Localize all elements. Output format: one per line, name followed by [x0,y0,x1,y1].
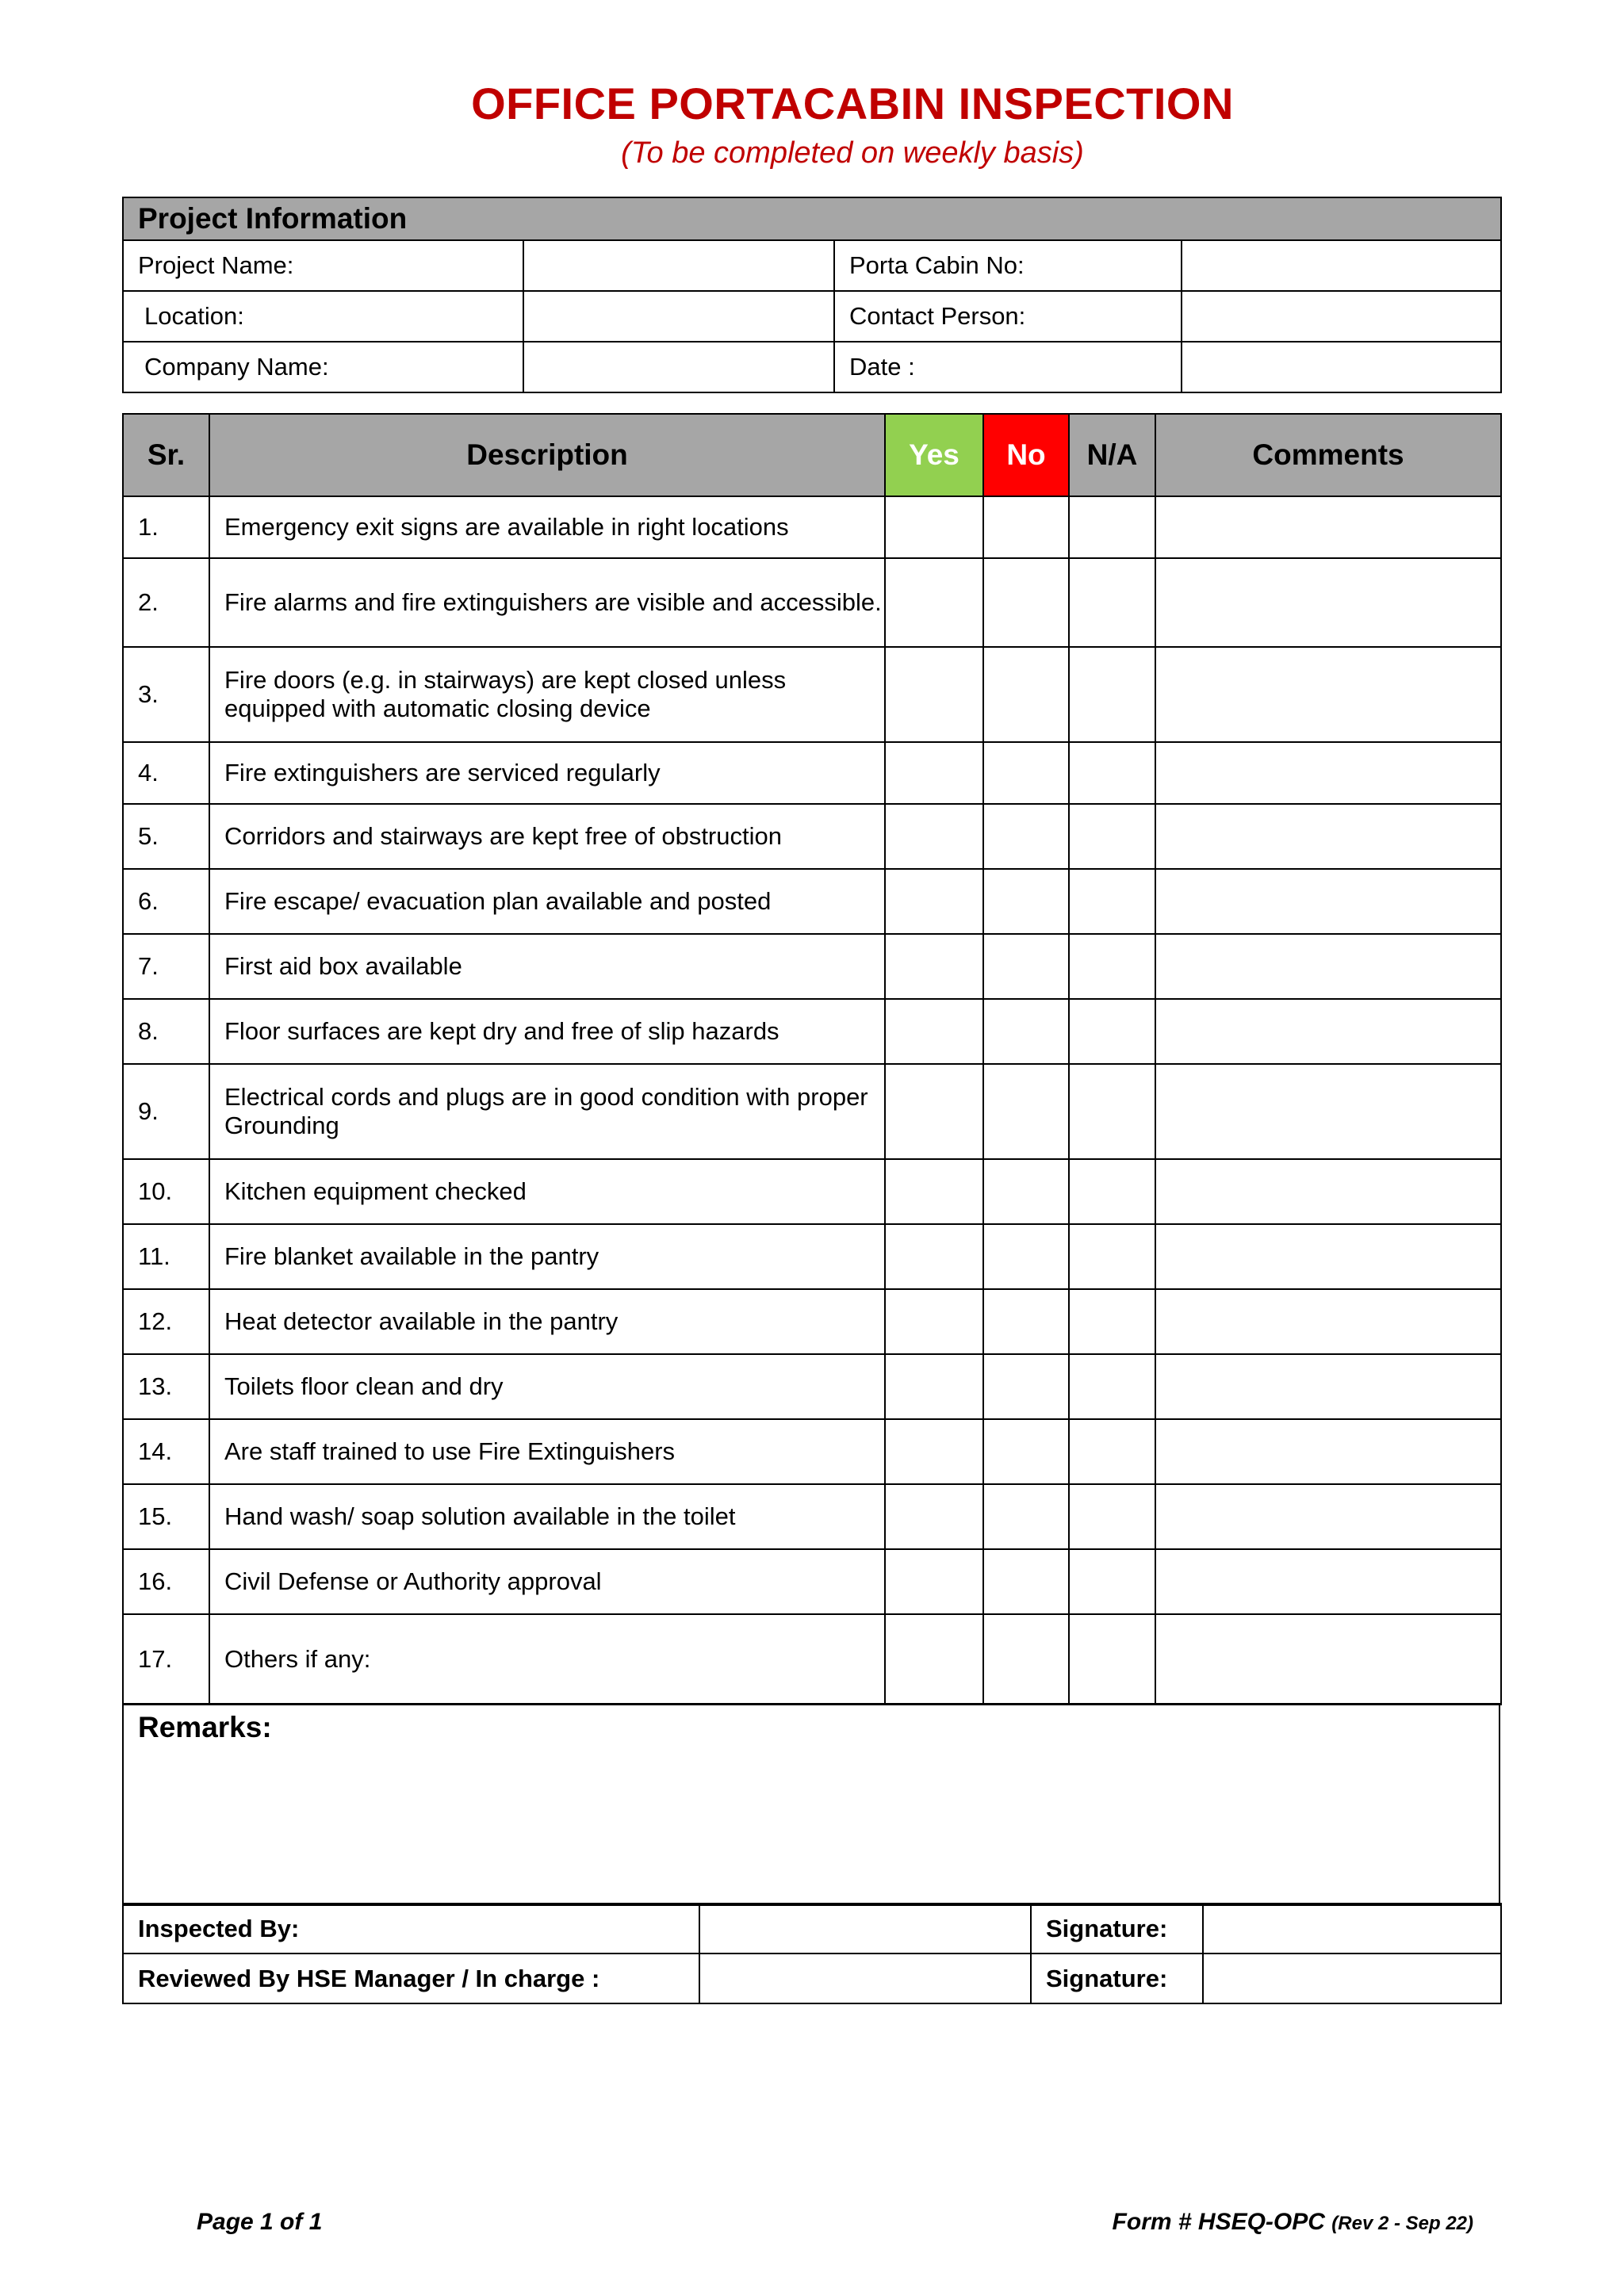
row-description: Corridors and stairways are kept free of obstruction [209,804,885,869]
comments-cell[interactable] [1155,804,1501,869]
column-header-comments: Comments [1155,414,1501,496]
row-description: Fire escape/ evacuation plan available and posted [209,869,885,934]
table-row [123,869,1501,934]
table-row [123,1549,1501,1614]
na-cell[interactable] [1069,999,1155,1064]
yes-cell[interactable] [885,1224,983,1289]
na-cell[interactable] [1069,869,1155,934]
row-description: Kitchen equipment checked [209,1159,885,1224]
no-cell[interactable] [983,1549,1069,1614]
row-number: 6. [123,869,209,934]
remarks-box [122,1703,1500,1906]
no-cell[interactable] [983,1159,1069,1224]
na-cell[interactable] [1069,1484,1155,1549]
no-cell[interactable] [983,869,1069,934]
yes-cell[interactable] [885,804,983,869]
row-number: 2. [123,558,209,647]
contact-person-field[interactable] [1182,291,1501,342]
na-cell[interactable] [1069,1159,1155,1224]
yes-cell[interactable] [885,1354,983,1419]
form-number [1113,2209,1473,2236]
row-description: Fire blanket available in the pantry [209,1224,885,1289]
column-header-na: N/A [1069,414,1155,496]
contact-person-label: Contact Person: [834,291,1182,342]
project-info-heading: Project Information [123,197,1501,240]
comments-cell[interactable] [1155,934,1501,999]
row-number: 13. [123,1354,209,1419]
table-row [123,1354,1501,1419]
comments-cell[interactable] [1155,1419,1501,1484]
yes-cell[interactable] [885,1159,983,1224]
no-cell[interactable] [983,558,1069,647]
no-cell[interactable] [983,1354,1069,1419]
row-number: 15. [123,1484,209,1549]
table-row [123,934,1501,999]
table-row [123,1224,1501,1289]
na-cell[interactable] [1069,804,1155,869]
reviewed-by-label: Reviewed By HSE Manager / In charge : [123,1954,699,2003]
company-name-label: Company Name: [123,342,523,392]
reviewer-signature-field[interactable] [1203,1954,1501,2003]
project-name-label: Project Name: [123,240,523,291]
na-cell[interactable] [1069,496,1155,558]
table-row [123,1289,1501,1354]
yes-cell[interactable] [885,999,983,1064]
comments-cell[interactable] [1155,558,1501,647]
reviewer-signature-label: Signature: [1031,1954,1203,2003]
comments-cell[interactable] [1155,647,1501,742]
yes-cell[interactable] [885,496,983,558]
no-cell[interactable] [983,934,1069,999]
row-description: Emergency exit signs are available in right locations [209,496,885,558]
comments-cell[interactable] [1155,496,1501,558]
porta-cabin-label: Porta Cabin No: [834,240,1182,291]
comments-cell[interactable] [1155,1614,1501,1705]
project-info-table [122,197,1502,393]
na-cell[interactable] [1069,1614,1155,1705]
column-header-description: Description [209,414,885,496]
row-number: 3. [123,647,209,742]
form-revision: (Rev 2 - Sep 22) [1331,2213,1473,2234]
na-cell[interactable] [1069,647,1155,742]
comments-cell[interactable] [1155,1159,1501,1224]
no-cell[interactable] [983,1419,1069,1484]
table-row [123,1484,1501,1549]
table-row [123,804,1501,869]
comments-cell[interactable] [1155,1354,1501,1419]
row-description: Electrical cords and plugs are in good condition with proper Grounding [209,1064,885,1159]
company-name-field[interactable] [523,342,834,392]
yes-cell[interactable] [885,1419,983,1484]
no-cell[interactable] [983,1064,1069,1159]
row-number: 4. [123,742,209,804]
row-number: 14. [123,1419,209,1484]
row-number: 9. [123,1064,209,1159]
table-row [123,999,1501,1064]
na-cell[interactable] [1069,1289,1155,1354]
row-description: Fire doors (e.g. in stairways) are kept closed unless equipped with automatic closing device [209,647,885,742]
table-row [123,1419,1501,1484]
yes-cell[interactable] [885,1289,983,1354]
na-cell[interactable] [1069,1354,1155,1419]
reviewed-by-field[interactable] [699,1954,1031,2003]
row-description: Civil Defense or Authority approval [209,1549,885,1614]
yes-cell[interactable] [885,1549,983,1614]
row-number: 7. [123,934,209,999]
yes-cell[interactable] [885,558,983,647]
checklist-table [122,413,1502,1705]
yes-cell[interactable] [885,1484,983,1549]
na-cell[interactable] [1069,1419,1155,1484]
no-cell[interactable] [983,1484,1069,1549]
table-row [123,742,1501,804]
row-description: First aid box available [209,934,885,999]
row-description: Are staff trained to use Fire Extinguishers [209,1419,885,1484]
form-code: Form # HSEQ-OPC [1112,2209,1325,2235]
row-description: Floor surfaces are kept dry and free of slip hazards [209,999,885,1064]
form-subtitle: (To be completed on weekly basis) [621,136,1084,170]
na-cell[interactable] [1069,934,1155,999]
table-row [123,1614,1501,1705]
location-field[interactable] [523,291,834,342]
row-description: Hand wash/ soap solution available in the toilet [209,1484,885,1549]
inspected-by-field[interactable] [699,1904,1031,1954]
no-cell[interactable] [983,742,1069,804]
table-row [123,496,1501,558]
na-cell[interactable] [1069,1064,1155,1159]
yes-cell[interactable] [885,869,983,934]
comments-cell[interactable] [1155,1064,1501,1159]
form-title: OFFICE PORTACABIN INSPECTION [471,78,1234,128]
na-cell[interactable] [1069,558,1155,647]
signoff-table [122,1903,1502,2004]
row-description: Fire alarms and fire extinguishers are visible and accessible. [209,558,885,647]
comments-cell[interactable] [1155,999,1501,1064]
row-number: 8. [123,999,209,1064]
row-description: Fire extinguishers are serviced regularly [209,742,885,804]
row-description: Heat detector available in the pantry [209,1289,885,1354]
yes-cell[interactable] [885,647,983,742]
yes-cell[interactable] [885,742,983,804]
comments-cell[interactable] [1155,869,1501,934]
checklist-body [123,496,1501,1705]
no-cell[interactable] [983,496,1069,558]
na-cell[interactable] [1069,742,1155,804]
no-cell[interactable] [983,647,1069,742]
no-cell[interactable] [983,804,1069,869]
row-description: Others if any: [209,1614,885,1705]
date-field[interactable] [1182,342,1501,392]
no-cell[interactable] [983,1224,1069,1289]
comments-cell[interactable] [1155,1224,1501,1289]
porta-cabin-field[interactable] [1182,240,1501,291]
row-number: 11. [123,1224,209,1289]
inspector-signature-label: Signature: [1031,1904,1203,1954]
yes-cell[interactable] [885,934,983,999]
table-row [123,647,1501,742]
na-cell[interactable] [1069,1549,1155,1614]
row-number: 5. [123,804,209,869]
comments-cell[interactable] [1155,1289,1501,1354]
row-number: 12. [123,1289,209,1354]
location-label: Location: [123,291,523,342]
page-number: Page 1 of 1 [197,2209,323,2235]
row-number: 16. [123,1549,209,1614]
yes-cell[interactable] [885,1614,983,1705]
comments-cell[interactable] [1155,1484,1501,1549]
no-cell[interactable] [983,999,1069,1064]
table-row [123,558,1501,647]
column-header-no: No [983,414,1069,496]
row-number: 1. [123,496,209,558]
comments-cell[interactable] [1155,742,1501,804]
date-label: Date : [834,342,1182,392]
remarks-label: Remarks: [138,1711,272,1743]
project-name-field[interactable] [523,240,834,291]
row-description: Toilets floor clean and dry [209,1354,885,1419]
column-header-yes: Yes [885,414,983,496]
na-cell[interactable] [1069,1224,1155,1289]
row-number: 10. [123,1159,209,1224]
inspected-by-label: Inspected By: [123,1904,699,1954]
table-row [123,1159,1501,1224]
inspector-signature-field[interactable] [1203,1904,1501,1954]
column-header-sr: Sr. [123,414,209,496]
row-number: 17. [123,1614,209,1705]
table-row [123,1064,1501,1159]
yes-cell[interactable] [885,1064,983,1159]
no-cell[interactable] [983,1289,1069,1354]
no-cell[interactable] [983,1614,1069,1705]
comments-cell[interactable] [1155,1549,1501,1614]
remarks-field[interactable] [123,1704,1500,1905]
